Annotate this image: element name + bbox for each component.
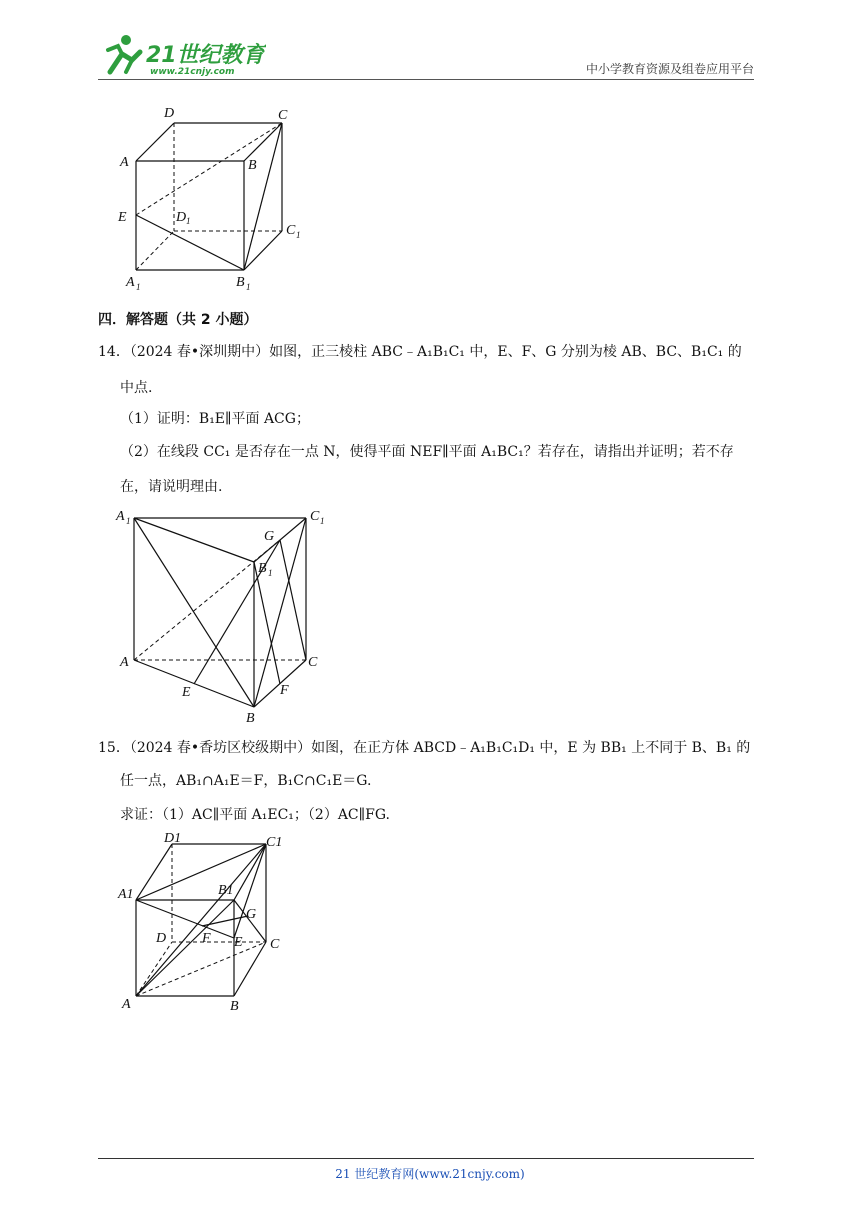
label-C1-sub: 1 bbox=[296, 230, 301, 240]
figure-q13 bbox=[114, 100, 314, 299]
q15-line3: 求证：（1）AC∥平面 A₁EC₁；（2）AC∥FG. bbox=[120, 807, 390, 823]
label-B1-sub: 1 bbox=[246, 282, 251, 292]
label-D: D bbox=[156, 931, 167, 946]
label-B1: B bbox=[236, 275, 245, 290]
logo-url: www.21cnjy.com bbox=[150, 67, 235, 77]
section-title: 四．解答题（共 2 小题） bbox=[98, 312, 258, 328]
label-A1: A bbox=[116, 509, 125, 524]
label-C1: C bbox=[286, 223, 296, 238]
label-E: E bbox=[182, 685, 191, 700]
q14-line1: 14．（2024 春•深圳期中）如图，正三棱柱 ABC﹣A₁B₁C₁ 中，E、F、G 分别为棱 AB、BC、B₁C₁ 的 bbox=[98, 344, 742, 360]
label-A1: A bbox=[126, 275, 135, 290]
label-B: B bbox=[230, 999, 239, 1014]
label-A1-sub: 1 bbox=[126, 516, 131, 526]
label-D1: D1 bbox=[164, 831, 182, 846]
label-A: A bbox=[122, 997, 131, 1012]
label-B: B bbox=[246, 711, 255, 726]
footer-divider bbox=[98, 1158, 754, 1159]
label-B1: B bbox=[258, 561, 267, 576]
q14-line2: 中点. bbox=[120, 380, 153, 396]
q14-line5: 在，请说明理由. bbox=[120, 479, 223, 495]
label-A: A bbox=[120, 655, 129, 670]
label-B1-sub: 1 bbox=[268, 568, 273, 578]
header-platform-text: 中小学教育资源及组卷应用平台 bbox=[585, 62, 754, 76]
footer-link[interactable]: 21 世纪教育网(www.21cnjy.com) bbox=[335, 1167, 525, 1181]
label-C: C bbox=[278, 108, 288, 123]
label-G: G bbox=[246, 907, 257, 922]
label-C: C bbox=[308, 655, 318, 670]
label-C: C bbox=[270, 937, 280, 952]
label-C1: C bbox=[310, 509, 320, 524]
label-D1: D bbox=[176, 210, 187, 225]
label-A: A bbox=[120, 155, 129, 170]
label-B: B bbox=[248, 158, 257, 173]
label-A1-sub: 1 bbox=[136, 282, 141, 292]
label-D1-sub: 1 bbox=[186, 216, 191, 226]
q14-line3: （1）证明：B₁E∥平面 ACG； bbox=[120, 411, 310, 427]
label-F: F bbox=[202, 931, 211, 946]
label-E: E bbox=[118, 210, 127, 225]
site-logo bbox=[96, 32, 266, 78]
label-C1: C1 bbox=[266, 835, 283, 850]
figure-q15 bbox=[114, 828, 294, 1018]
header-divider bbox=[98, 79, 754, 80]
label-E: E bbox=[234, 935, 243, 950]
label-A1: A1 bbox=[118, 887, 134, 902]
label-C1-sub: 1 bbox=[320, 516, 325, 526]
figure-q14 bbox=[112, 500, 332, 732]
logo-text: 21世纪教育 bbox=[146, 43, 265, 68]
q15-line2: 任一点，AB₁∩A₁E＝F，B₁C∩C₁E＝G. bbox=[120, 773, 372, 789]
label-D: D bbox=[164, 106, 175, 121]
label-F: F bbox=[280, 683, 289, 698]
label-B1: B1 bbox=[218, 883, 234, 898]
q14-line4: （2）在线段 CC₁ 是否存在一点 N，使得平面 NEF∥平面 A₁BC₁？若存在，请指出并证明；若不存 bbox=[120, 444, 734, 460]
runner-icon bbox=[108, 35, 140, 72]
label-G: G bbox=[264, 529, 275, 544]
q15-line1: 15．（2024 春•香坊区校级期中）如图，在正方体 ABCD﹣A₁B₁C₁D₁ 中，E 为 BB₁ 上不同于 B、B₁ 的 bbox=[98, 740, 751, 756]
